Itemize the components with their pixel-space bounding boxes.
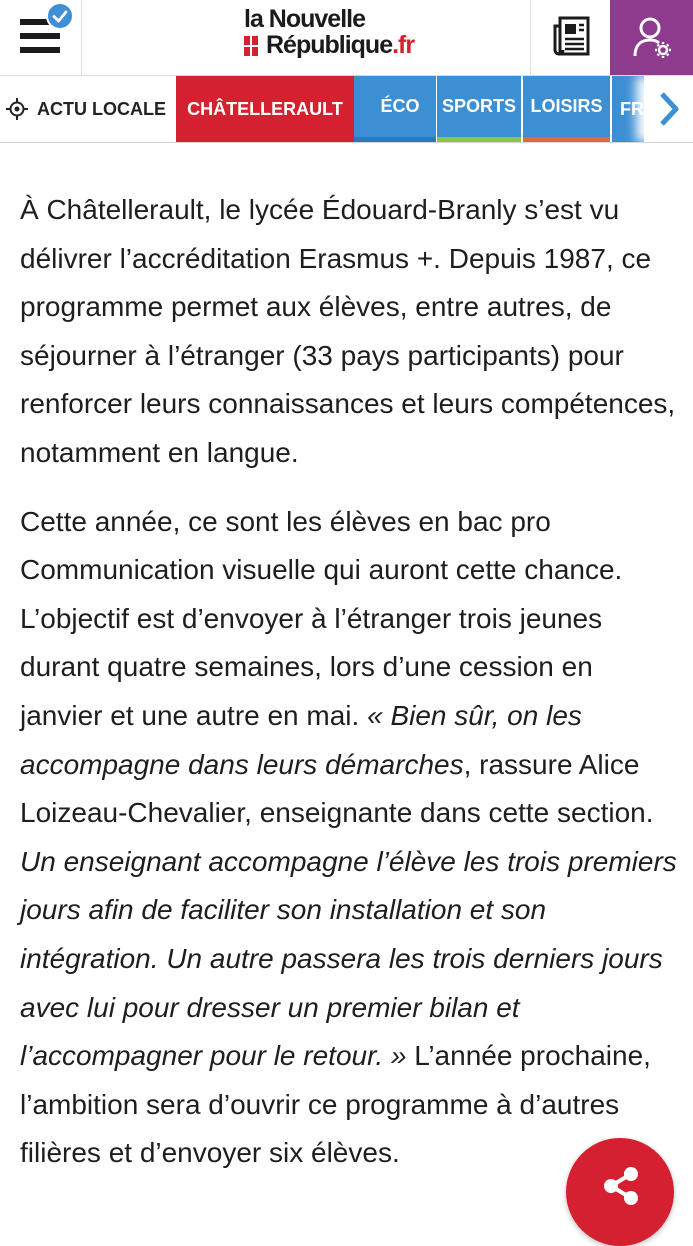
menu-button[interactable] [0, 0, 82, 75]
tab-sports[interactable] [437, 76, 521, 142]
paragraph-text: Cette année, ce sont les élèves en bac pro Communication visuelle qui auront cette chance. L’objectif est d’envoyer à l’étranger trois jeunes durant quatre semaines, lors d’une cession en janvier et une autre en mai. [20, 505, 623, 731]
quote-text: Un enseignant accompagne l’élève les trois premiers jours afin de faciliter son installation et son intégration. Un autre passera les trois derniers jours avec lui pour dresser un premier bilan et l’accompagner pour le retour. » [20, 845, 677, 1072]
newspaper-icon [552, 16, 592, 58]
logo-wordmark: République [266, 31, 393, 59]
checkmark-badge-icon [46, 2, 74, 30]
paragraph-text: , rassure Alice Loizeau-Chevalier, enseignante dans cette section. [20, 748, 654, 829]
account-button[interactable] [610, 0, 693, 75]
nav-actu-locale[interactable] [0, 76, 176, 142]
nav-scroll-right-button[interactable] [644, 76, 693, 142]
article-paragraph [20, 498, 680, 1178]
section-nav [0, 76, 693, 143]
nav-actu-locale-label: ACTU LOCALE [37, 98, 166, 119]
logo-line1: la Nouvelle [244, 5, 365, 33]
article-body [20, 186, 680, 1178]
quote-text: « Bien sûr, on les accompagne dans leurs démarches [20, 699, 582, 780]
tab-loisirs-label: LOISIRS [530, 96, 603, 116]
tab-sports-label: SPORTS [441, 96, 516, 116]
share-icon [597, 1162, 645, 1210]
tab-chatellerault[interactable] [176, 76, 354, 142]
location-target-icon [6, 98, 28, 120]
tab-chatellerault-label: CHÂTELLERAULT [187, 98, 343, 119]
site-header [0, 0, 693, 76]
chevron-right-icon [654, 89, 684, 129]
logo-tld: .fr [392, 31, 415, 59]
tab-loisirs[interactable] [523, 76, 610, 142]
share-button[interactable] [566, 1138, 674, 1246]
paragraph-text: L’année prochaine, l’ambition sera d’ouvrir ce programme à d’autres filières et d’envoyer six élèves. [20, 1040, 651, 1169]
logo-line2 [244, 31, 414, 60]
user-account-icon [630, 15, 674, 59]
menu-bar [20, 47, 60, 53]
site-logo[interactable] [244, 5, 464, 65]
tab-eco[interactable] [354, 76, 436, 142]
menu-bar [20, 33, 60, 39]
newspaper-button[interactable] [530, 0, 610, 75]
tab-fr-label: FR [620, 98, 644, 119]
article-paragraph: À Châtellerault, le lycée Édouard-Branly s’est vu délivrer l’accréditation Erasmus +. Depuis 1987, ce programme permet aux élèves, entre autres, de séjourner à l’étranger (33 pays participants) pour renforcer leurs connaissances et leurs compétences, notamment en langue. [20, 194, 676, 468]
tab-eco-label: ÉCO [380, 96, 420, 116]
